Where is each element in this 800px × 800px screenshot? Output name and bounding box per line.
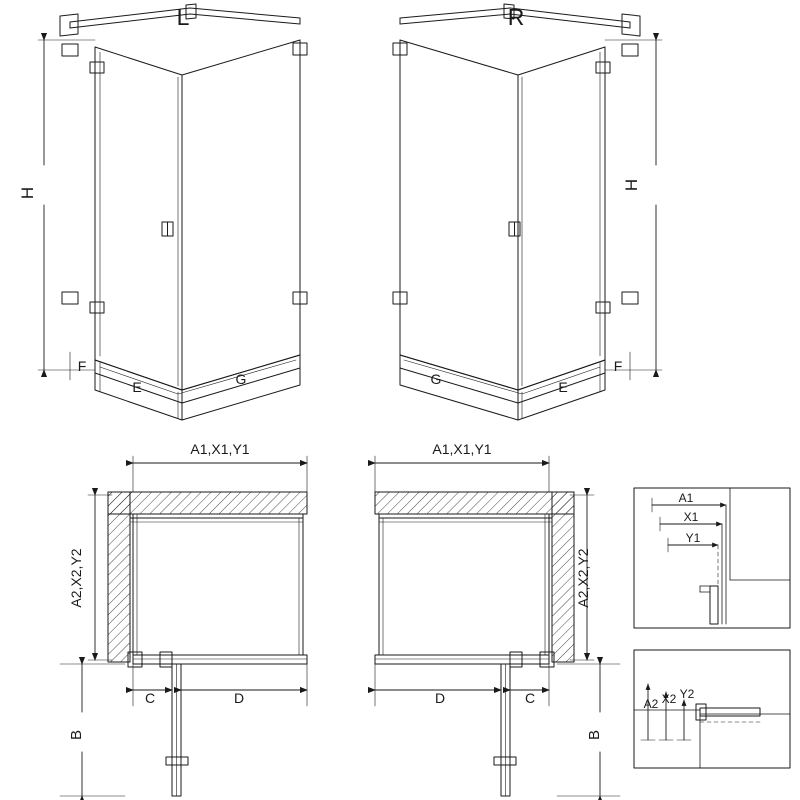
dimension-D-left: D (233, 690, 245, 706)
dimension-H-left: H (18, 186, 37, 200)
left-version-plan (60, 456, 307, 796)
detail-label-X2: X2 (661, 692, 677, 706)
detail-label-Y2: Y2 (679, 687, 695, 701)
dimension-A1X1Y1-right: A1,X1,Y1 (432, 441, 492, 457)
dimension-E-right: E (558, 379, 568, 395)
dimension-A2X2Y2-right: A2,X2,Y2 (575, 548, 591, 608)
dimension-A1X1Y1-left: A1,X1,Y1 (190, 441, 250, 457)
label-left-version: L (176, 4, 190, 30)
dimension-G-left: G (235, 371, 247, 387)
label-right-version: R (507, 4, 525, 30)
dimension-B-right: B (586, 729, 603, 741)
detail-label-A2: A2 (643, 697, 659, 711)
detail-label-Y1: Y1 (685, 531, 701, 545)
detail-top-profile (634, 488, 790, 628)
dimension-C-right: C (524, 690, 536, 706)
right-version-plan (375, 456, 620, 796)
detail-label-X1: X1 (683, 510, 699, 524)
dimension-F-left: F (77, 358, 87, 374)
dimension-B-left: B (68, 729, 85, 741)
dimension-G-right: G (430, 371, 442, 387)
dimension-E-left: E (132, 379, 142, 395)
dimension-H-right: H (622, 178, 641, 192)
dimension-F-right: F (613, 358, 623, 374)
detail-label-A1: A1 (678, 491, 694, 505)
dimension-A2X2Y2-left: A2,X2,Y2 (68, 548, 84, 608)
dimension-D-right: D (434, 690, 446, 706)
dimension-C-left: C (144, 690, 156, 706)
